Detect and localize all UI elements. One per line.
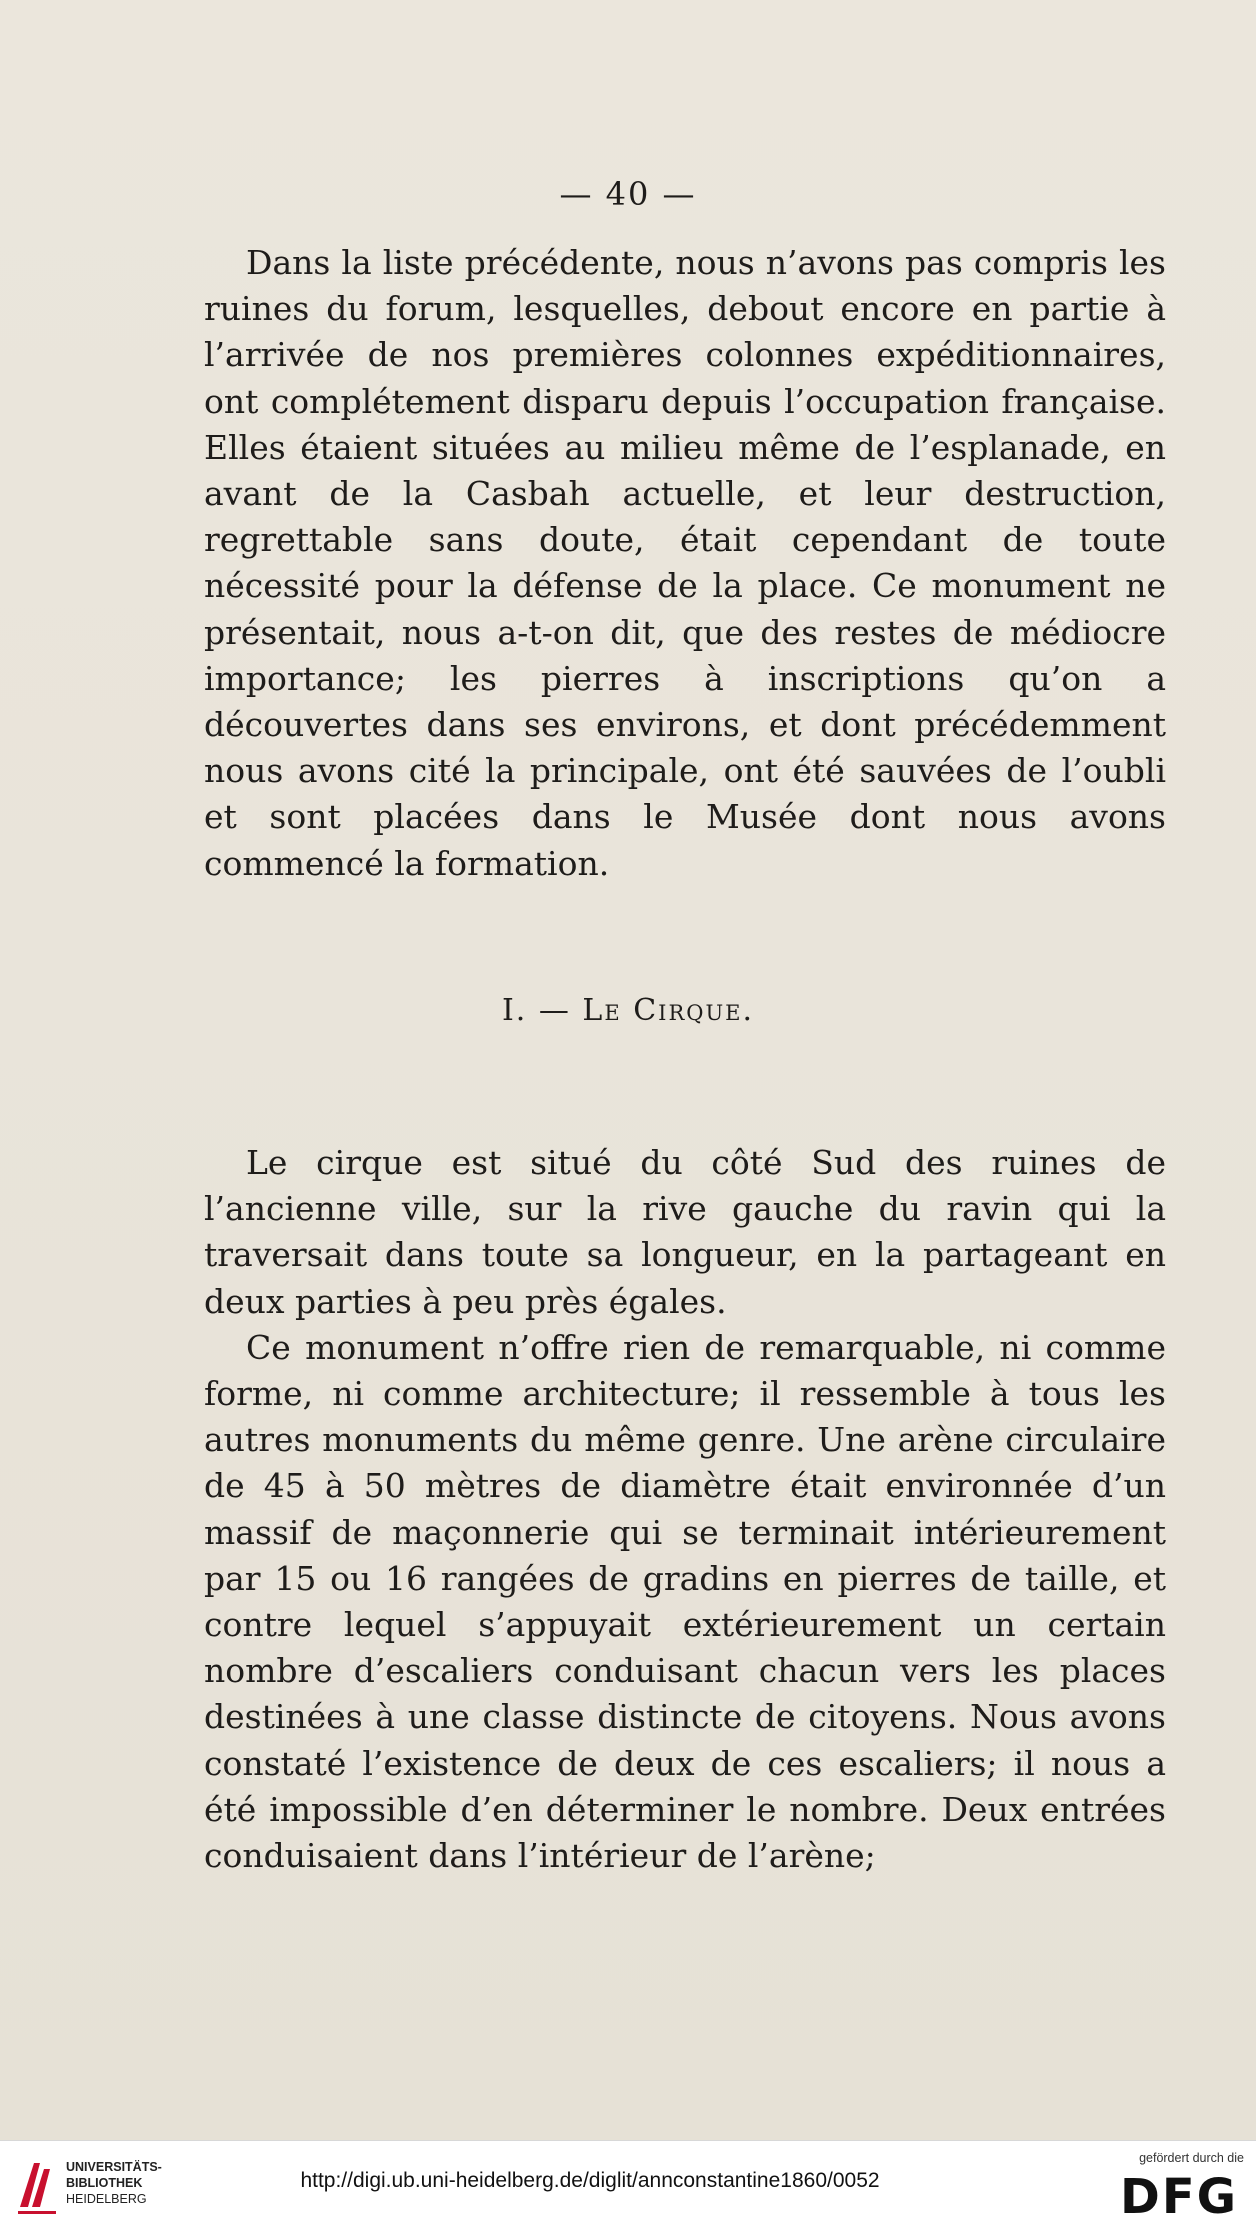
source-url[interactable]: http://digi.ub.uni-heidelberg.de/diglit/annconstantine1860/0052 [300,2169,880,2192]
library-name [66,2159,162,2207]
paragraph-forum [204,240,1166,887]
section-number: I. — [501,993,571,1028]
dfg-logo: DFG [1119,2169,1238,2225]
library-name-line-3: HEIDELBERG [66,2192,147,2206]
library-name-line-2: BIBLIOTHEK [66,2176,143,2190]
section-heading [0,993,1256,1028]
paragraph-3-text: Ce monument n’offre rien de remarquable, ni comme forme, ni comme architecture; il ressemble à tous les autres monuments du même genre. Une arène circulaire de 45 à 50 mètres de diamètre était environnée d’un massif de maçonnerie qui se terminait intérieurement par 15 ou 16 rangées de gradins en pierres de taille, et contre lequel s’appuyait extérieurement un certain nombre d’escaliers conduisant chacun vers les places destinées à une classe distincte de citoyens. Nous avons constaté l’existence de deux de ces escaliers; il nous a été impossible d’en déterminer le nombre. Deux entrées conduisaient dans l’intérieur de l’arène; [204,1327,1166,1876]
library-name-line-1: UNIVERSITÄTS- [66,2160,162,2174]
digitization-footer [0,2140,1256,2231]
section-body [204,1140,1166,1879]
section-title: Le Cirque. [582,993,755,1028]
page-number: — 40 — [559,175,697,213]
university-logo-icon [14,2155,60,2215]
paragraph-1-text: Dans la liste précédente, nous n’avons pas compris les ruines du forum, lesquelles, debout encore en partie à l’arrivée de nos premières colonnes expéditionnaires, ont complétement disparu depuis l’occupation française. Elles étaient situées au milieu même de l’esplanade, en avant de la Casbah actuelle, et leur destruction, regrettable sans doute, était cependant de toute nécessité pour la défense de la place. Ce monument ne présentait, nous a-t-on dit, que des restes de médiocre importance; les pierres à inscriptions qu’on a découvertes dans ses environs, et dont précédemment nous avons cité la principale, ont été sauvées de l’oubli et sont placées dans le Musée dont nous avons commencé la formation. [204,243,1166,883]
funded-by-label: gefördert durch die [1139,2151,1244,2165]
paragraph-2-text: Le cirque est situé du côté Sud des ruines de l’ancienne ville, sur la rive gauche du ravin qui la traversait dans toute sa longueur, en la partageant en deux parties à peu près égales. [204,1143,1166,1321]
